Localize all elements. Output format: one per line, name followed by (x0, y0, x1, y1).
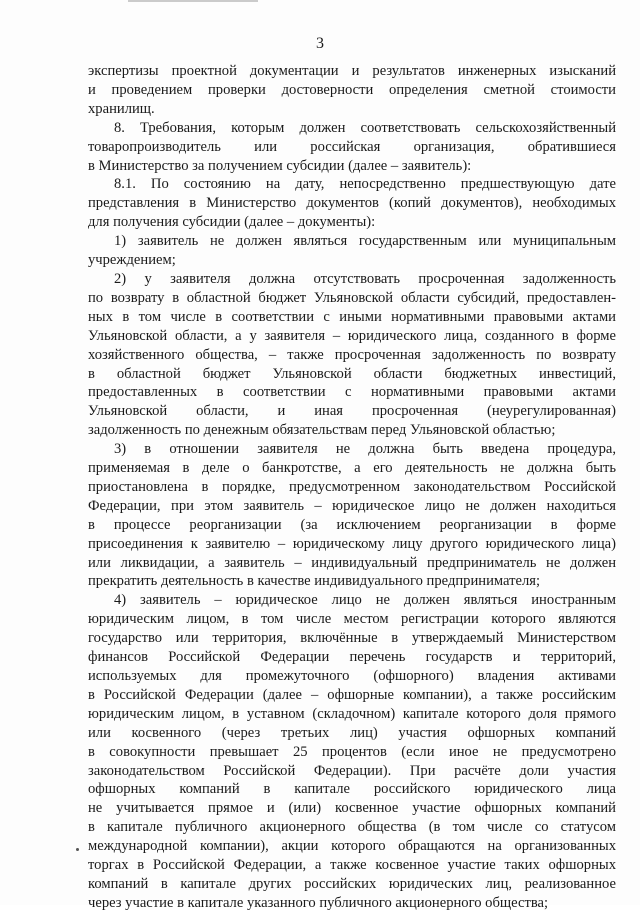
text-line: в совокупности превышает 25 процентов (если иное не предусмотрено (88, 743, 616, 760)
text-line: для получения субсидии (далее – документы): (88, 214, 376, 231)
text-line: учреждением; (88, 252, 176, 269)
item-2: 2) у заявителя должна отсутствовать просроченная задолженность (114, 270, 616, 287)
text-line: компаний в капитале других российских юридических лиц, реализованное (88, 875, 616, 892)
text-line: через участие в капитале указанного публичного акционерного общества; (88, 894, 549, 911)
text-line: юридическим лицом, в том числе местом регистрации которого являются (88, 611, 616, 628)
text-line: в областной бюджет Ульяновской области бюджетных инвестиций, (88, 365, 616, 382)
text-line: законодательством Российской Федерации). При расчёте доли участия (88, 762, 616, 779)
text-line: товаропроизводитель или российская организация, обратившиеся (88, 138, 616, 155)
clause-8-1: 8.1. По состоянию на дату, непосредственно предшествующую дате (114, 176, 616, 193)
item-4: 4) заявитель – юридическое лицо не должен являться иностранным (114, 592, 616, 609)
text-line: юридическим лицом, в уставном (складочном) капитале которого доля прямого (88, 705, 616, 722)
text-line: в капитале публичного акционерного общества (в том числе со статусом (88, 819, 616, 836)
item-3: 3) в отношении заявителя не должна быть введена процедура, (114, 441, 616, 458)
text-line: торгах в Российской Федерации, а также косвенное участие таких офшорных (88, 857, 616, 874)
text-line: приостановлена в порядке, предусмотренном законодательством Российской (88, 478, 616, 495)
text-line: хранилищ. (88, 100, 155, 117)
text-line: международной компании), акции которого обращаются на организованных (88, 838, 616, 855)
text-line: офшорных компаний в капитале российского юридического лица (88, 781, 616, 798)
text-line: присоединения к заявителю – юридическому лицу другого юридического лица) (88, 535, 616, 552)
text-line: в Министерство за получением субсидии (далее – заявитель): (88, 157, 472, 174)
text-line: в процессе реорганизации (за исключением реорганизации в форме (88, 516, 616, 533)
text-line: задолженность по денежным обязательствам перед Ульяновской областью; (88, 422, 556, 439)
text-line: Ульяновской области, и иная просроченная (неурегулированная) (88, 403, 616, 420)
text-line: не учитывается прямое и (или) косвенное участие офшорных компаний (88, 800, 616, 817)
text-line: в Российской Федерации (далее – офшорные компании), а также российским (88, 686, 616, 703)
section-heading-8: 8. Требования, которым должен соответствовать сельскохозяйственный (114, 119, 616, 136)
text-line: финансов Российской Федерации перечень государств и территорий, (88, 649, 616, 666)
page-number: 3 (316, 35, 324, 52)
text-line: хозяйственного общества, – также просроченная задолженность по возврату (88, 346, 616, 363)
text-line: прекратить деятельность в качестве индивидуального предпринимателя; (88, 573, 541, 590)
text-line: ных в том числе в соответствии с иными нормативными правовыми актами (88, 308, 616, 325)
text-line: применяемая в деле о банкротстве, а его деятельность не должна быть (88, 460, 616, 477)
text-line: по возврату в областной бюджет Ульяновской области субсидий, предоставлен- (88, 289, 616, 306)
text-line: предоставленных в соответствии с нормативными правовыми актами (88, 384, 616, 401)
text-line: Ульяновской области, а у заявителя – юридического лица, созданного в форме (88, 327, 616, 344)
item-1: 1) заявитель не должен являться государственным или муниципальным (114, 233, 616, 250)
text-line: и проведением проверки достоверности определения сметной стоимости (88, 81, 616, 98)
text-line: используемых для промежуточного (офшорного) владения активами (88, 668, 616, 684)
scan-edge-mark (128, 0, 258, 2)
text-line: государство или территория, включённые в утверждаемый Министерством (88, 630, 616, 647)
body-text (88, 62, 616, 913)
text-line: Федерации, при этом заявитель – юридическое лицо не должен находиться (88, 497, 616, 514)
text-line: или ликвидации, а заявитель – индивидуальный предприниматель не должен (88, 554, 616, 571)
text-line: или косвенного (через третьих лиц) участия офшорных компаний (88, 724, 616, 741)
scan-dot-mark (76, 848, 79, 851)
text-line: экспертизы проектной документации и результатов инженерных изысканий (88, 63, 616, 79)
text-line: представления в Министерство документов (копий документов), необходимых (88, 195, 616, 212)
